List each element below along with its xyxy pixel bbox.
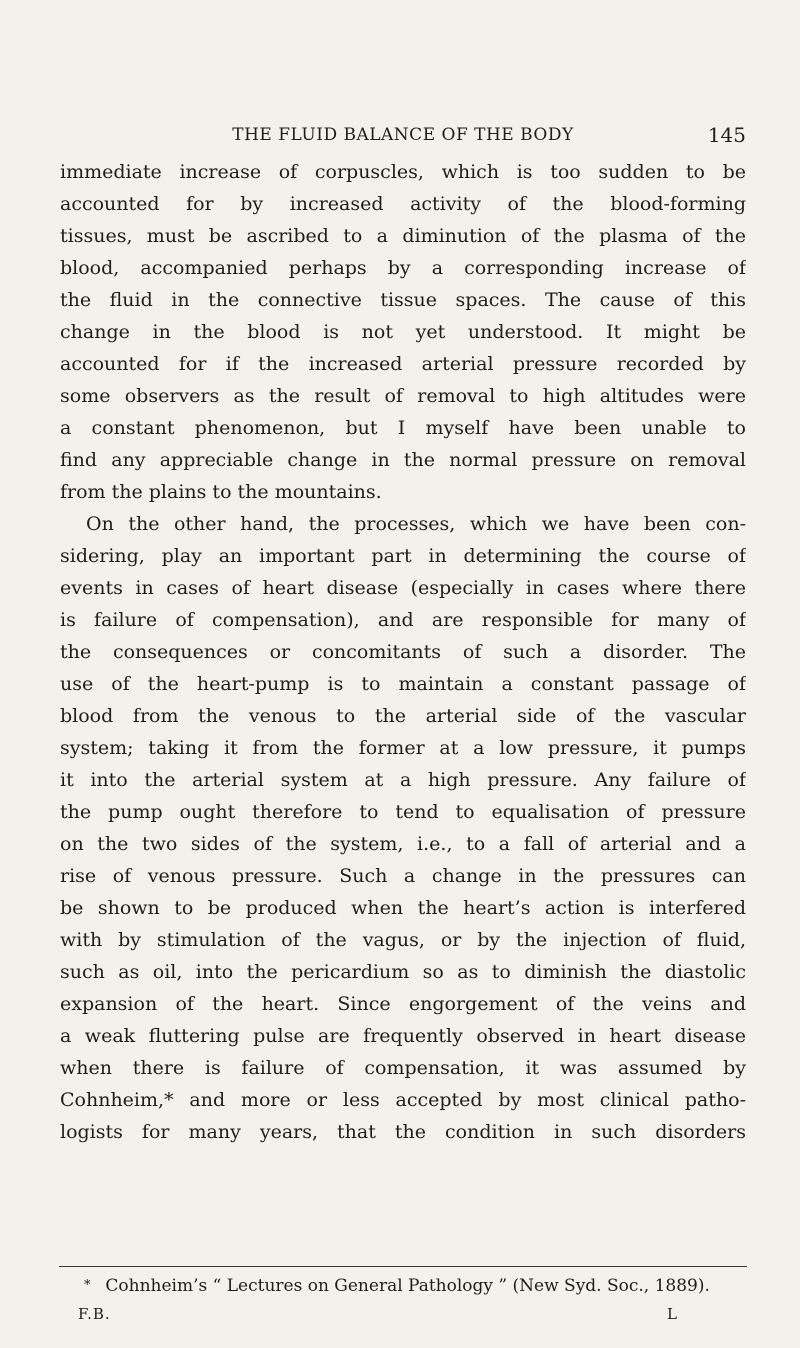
footnote xyxy=(60,1273,746,1299)
text-line: with by stimulation of the vagus, or by the injection of fluid, xyxy=(60,929,746,951)
text-line: immediate increase of corpuscles, which is too sudden to be xyxy=(60,161,746,183)
text-line: on the two sides of the system, i.e., to a fall of arterial and a xyxy=(60,833,746,855)
body-text xyxy=(60,156,746,1148)
paragraph-start-line: On the other hand, the processes, which we have been con- xyxy=(86,513,746,535)
text-line: change in the blood is not yet understood. It might be xyxy=(60,321,746,343)
text-line: a weak fluttering pulse are frequently observed in heart disease xyxy=(60,1025,746,1047)
text-line: find any appreciable change in the normal pressure on removal xyxy=(60,449,746,471)
text-line: such as oil, into the pericardium so as to diminish the diastolic xyxy=(60,961,746,983)
text-line: a constant phenomenon, but I myself have been unable to xyxy=(60,417,746,439)
text-line: use of the heart-pump is to maintain a constant passage of xyxy=(60,673,746,695)
text-line: from the plains to the mountains. xyxy=(60,481,382,503)
text-line: system; taking it from the former at a low pressure, it pumps xyxy=(60,737,746,759)
text-line: rise of venous pressure. Such a change in the pressures can xyxy=(60,865,746,887)
text-line: accounted for if the increased arterial pressure recorded by xyxy=(60,353,746,375)
text-line: tissues, must be ascribed to a diminution of the plasma of the xyxy=(60,225,746,247)
text-line: the fluid in the connective tissue spaces. The cause of this xyxy=(60,289,746,311)
text-line: the pump ought therefore to tend to equalisation of pressure xyxy=(60,801,746,823)
text-line: blood from the venous to the arterial side of the vascular xyxy=(60,705,746,727)
footnote-divider xyxy=(59,1266,747,1267)
text-line: the consequences or concomitants of such a disorder. The xyxy=(60,641,746,663)
page-header xyxy=(60,120,746,150)
text-line: is failure of compensation), and are responsible for many of xyxy=(60,609,746,631)
footnote-mark: * xyxy=(84,1278,91,1293)
signature-mark: F.B. xyxy=(78,1305,111,1323)
page-number: 145 xyxy=(707,123,746,147)
signature-line xyxy=(60,1305,746,1329)
text-line: events in cases of heart disease (especially in cases where there xyxy=(60,577,746,599)
text-line: some observers as the result of removal to high altitudes were xyxy=(60,385,746,407)
text-line: when there is failure of compensation, it was assumed by xyxy=(60,1057,746,1079)
footnote-text: Cohnheim’s “ Lectures on General Pathology ” (New Syd. Soc., 1889). xyxy=(105,1276,710,1296)
text-line: accounted for by increased activity of the blood-forming xyxy=(60,193,746,215)
signature-letter: L xyxy=(667,1305,678,1323)
text-line: be shown to be produced when the heart’s action is interfered xyxy=(60,897,746,919)
text-line: blood, accompanied perhaps by a corresponding increase of xyxy=(60,257,746,279)
text-line: expansion of the heart. Since engorgement of the veins and xyxy=(60,993,746,1015)
text-line: it into the arterial system at a high pressure. Any failure of xyxy=(60,769,746,791)
text-line: sidering, play an important part in determining the course of xyxy=(60,545,746,567)
text-line: logists for many years, that the condition in such disorders xyxy=(60,1121,746,1143)
running-head: THE FLUID BALANCE OF THE BODY xyxy=(232,125,574,145)
text-line: Cohnheim,* and more or less accepted by most clinical patho- xyxy=(60,1089,746,1111)
